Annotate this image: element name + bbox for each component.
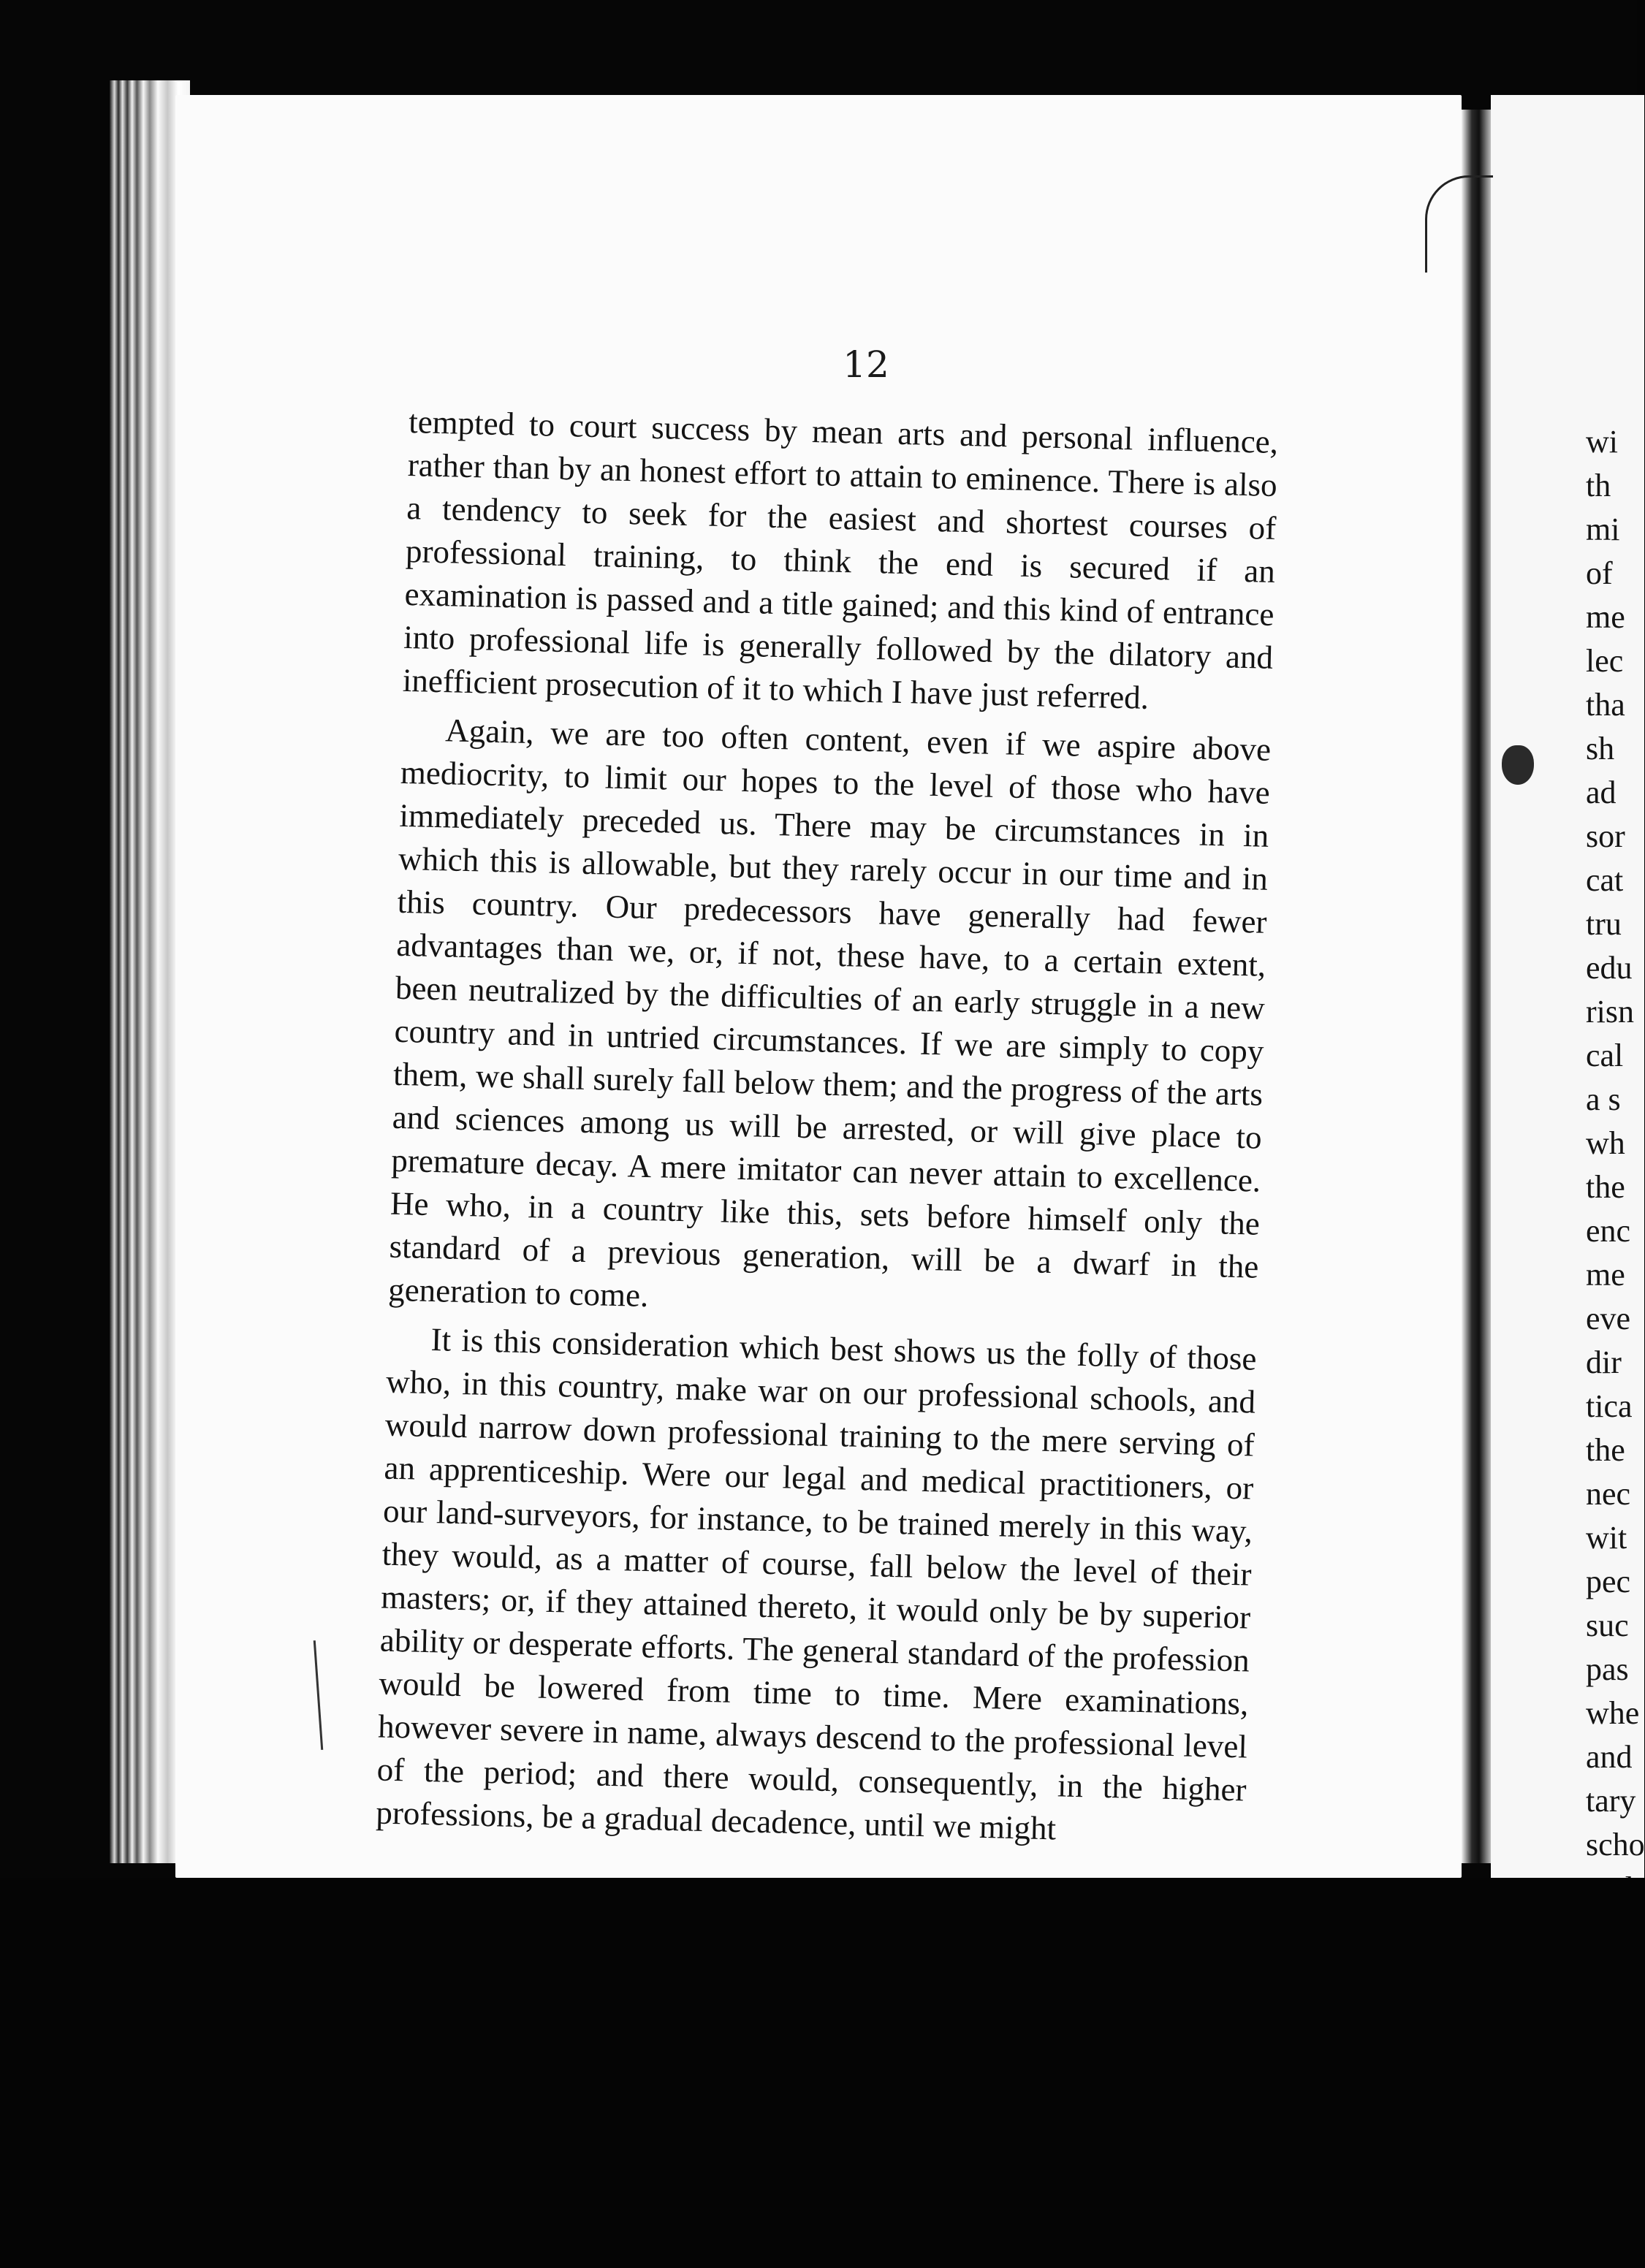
facing-page-line: pas <box>1586 1651 1629 1687</box>
facing-page-line: cal <box>1586 1038 1624 1073</box>
facing-page-line: me <box>1586 599 1625 635</box>
facing-page-line: dir <box>1586 1344 1622 1380</box>
facing-page-line: edu <box>1586 950 1633 986</box>
facing-page-line: pec <box>1586 1564 1631 1599</box>
facing-page-line: me <box>1586 1257 1625 1293</box>
facing-page-line: enc <box>1586 1213 1631 1249</box>
facing-page-line: ad <box>1586 775 1616 810</box>
facing-page-line: whe <box>1586 1695 1640 1731</box>
paragraph-2: Again, we are too often content, even if we aspire above mediocrity, to limit our hopes to the level of those who have immediately preceded us. There may be circumstances in in which this is allowable, but they rarely occur in our time and in this country. Our predecessors have generally had fewer advantages than we, or, if not, these have, to a certain extent, been neutralized by the difficulties of an early struggle in a new country and in untried circumstances. If we are simply to copy them, we shall surely fall below them; and the progress of the arts and sciences among us will be arrested, or will give place to premature decay. A mere imitator can never attain to excellence. He who, in a country like this, sets before himself only the standard of a previous generation, will be a dwarf in the generation to come. <box>387 712 1272 1314</box>
facing-page-line: wh <box>1586 1125 1625 1161</box>
facing-page-text-fragments <box>1586 420 1645 1955</box>
facing-page-line: th <box>1586 468 1611 503</box>
facing-page-line: the <box>1586 1169 1625 1205</box>
facing-page-line: tru <box>1586 906 1622 942</box>
facing-page-line: tary <box>1586 1783 1636 1819</box>
facing-page-line: risn <box>1586 994 1634 1030</box>
page-body-text <box>376 400 1279 1854</box>
paragraph-3: It is this consideration which best shows us the folly of those who, in this country, make war on our professional schools, and would narrow down professional training to the mere serving of an apprenticeship. Were our legal and medical practitioners, or our land-surveyors, for instance, to be trained merely in this way, they would, as a matter of course, fall below the level of their masters; or, if they attained thereto, it would only be by superior ability or desperate efforts. The general standard of the profession would be lowered from time to time. Mere examinations, however severe in name, always descend to the professional level of the period; and there would, consequently, in the higher professions, be a gradual decadence, until we might <box>375 1321 1258 1847</box>
facing-page-line: tica <box>1586 1388 1633 1424</box>
facing-page-line: the <box>1586 1432 1625 1468</box>
facing-page-line: tha <box>1586 687 1625 723</box>
scan-background <box>0 1878 1637 2268</box>
facing-page-line: nec <box>1586 1476 1631 1512</box>
scan-artifact-arc <box>1425 175 1493 273</box>
facing-page-line: sor <box>1586 818 1625 854</box>
facing-page-line: scho <box>1586 1827 1645 1862</box>
page-number: 12 <box>843 343 889 386</box>
page-gutter <box>1462 110 1491 1863</box>
facing-page-line: cat <box>1586 862 1624 898</box>
paragraph-1: tempted to court success by mean arts and personal influence, rather than by an honest effort to attain to eminence. There is also a tendency to seek for the easiest and shortest courses of professional training, to think the end is secured if an examination is passed and a title gained; and this kind of entrance into professional life is generally followed by the dilatory and inefficient prosecution of it to which I have just referred. <box>402 403 1279 716</box>
facing-page-line: mi <box>1586 511 1620 547</box>
facing-page-line: eve <box>1586 1301 1631 1336</box>
facing-page-line: suc <box>1586 1607 1629 1643</box>
facing-page-line: sh <box>1586 731 1615 766</box>
facing-page-line: of <box>1586 555 1613 591</box>
ink-blot <box>1502 745 1534 785</box>
facing-page-line: a s <box>1586 1081 1621 1117</box>
facing-page-line: and <box>1586 1739 1633 1775</box>
facing-page-line: lec <box>1586 643 1624 679</box>
facing-page-line: wi <box>1586 424 1618 460</box>
facing-page-line: wit <box>1586 1520 1627 1556</box>
